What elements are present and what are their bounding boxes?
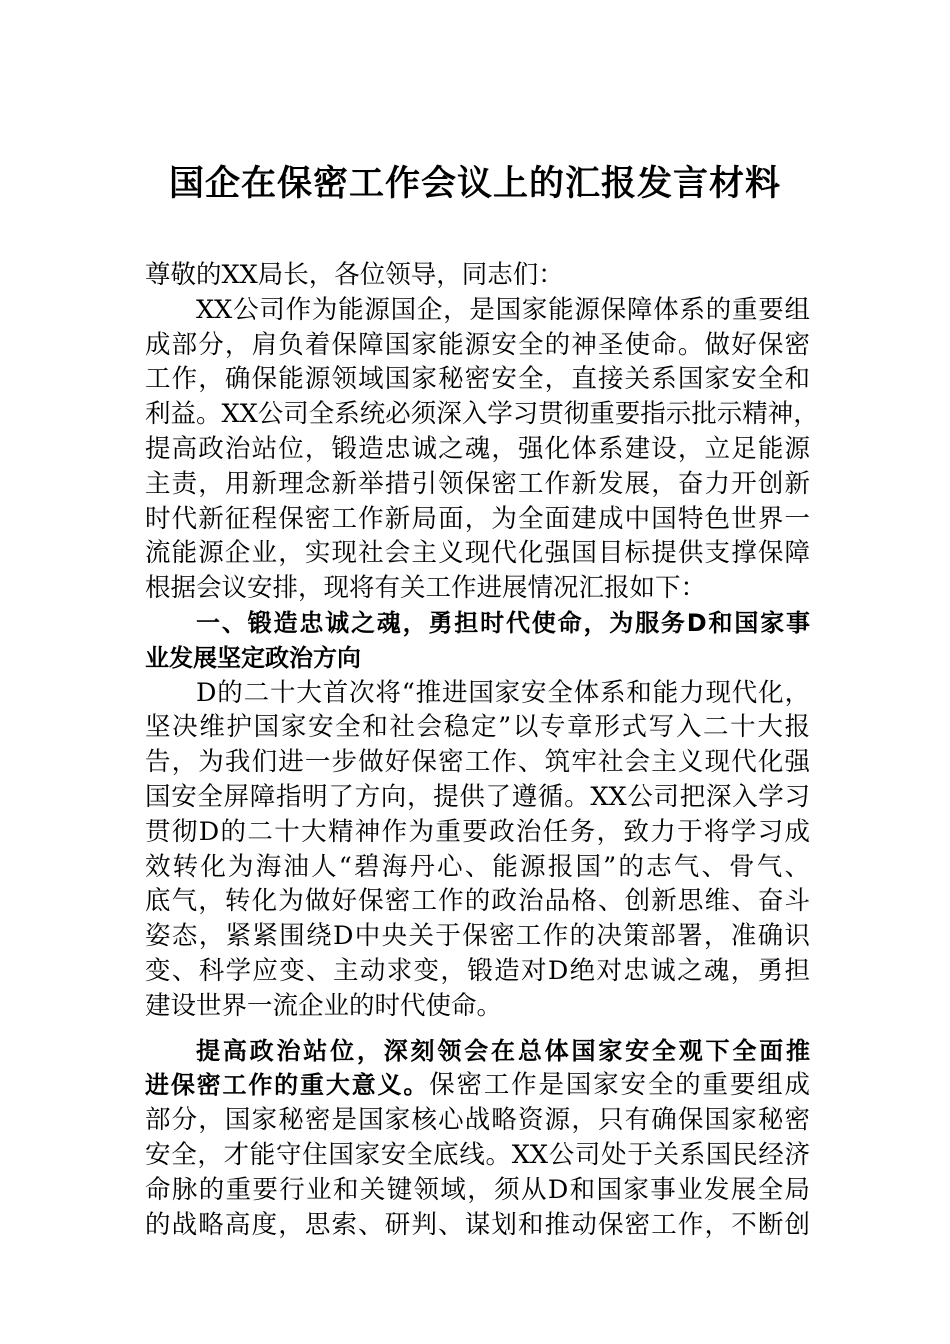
paragraph-line: 工作，确保能源领域国家秘密安全，直接关系国家安全和 — [145, 364, 810, 395]
paragraph-line: 提高政治站位，锻造忠诚之魂，强化体系建设，立足能源 — [145, 433, 810, 464]
document-body — [145, 258, 819, 1242]
paragraph-line: 贯彻D的二十大精神作为重要政治任务，致力于将学习成 — [145, 816, 810, 847]
paragraph-line: 流能源企业，实现社会主义现代化强国目标提供支撑保障 — [145, 538, 810, 569]
section-heading-line: 一、锻造忠诚之魂，勇担时代使命，为服务D和国家事 — [196, 608, 810, 637]
paragraph-line: 姿态，紧紧围绕D中央关于保密工作的决策部署，准确识 — [145, 921, 810, 952]
paragraph-line: 时代新征程保密工作新局面，为全面建成中国特色世界一 — [145, 503, 810, 534]
paragraph-line: 命脉的重要行业和关键领域，须从D和国家事业发展全局 — [145, 1174, 810, 1205]
salutation-line: 尊敬的XX局长，各位领导，同志们： — [145, 260, 564, 290]
paragraph-line: 建设世界一流企业的时代使命。 — [145, 990, 503, 1021]
paragraph-line: 成部分，肩负着保障国家能源安全的神圣使命。做好保密 — [145, 329, 810, 360]
paragraph-text: 保密工作是国家安全的重要组成 — [429, 1070, 810, 1101]
paragraph-line: 效转化为海油人“碧海丹心、能源报国”的志气、骨气、 — [145, 851, 810, 882]
paragraph-line: 利益。XX公司全系统必须深入学习贯彻重要指示批示精神， — [145, 399, 819, 430]
section-heading-line: 业发展坚定政治方向 — [145, 643, 361, 672]
paragraph-line: 根据会议安排，现将有关工作进展情况汇报如下： — [145, 573, 707, 604]
bold-lead-text: 进保密工作的重大意义。 — [145, 1071, 430, 1100]
paragraph-line: 国安全屏障指明了方向，提供了遵循。XX公司把深入学习 — [145, 781, 810, 812]
paragraph-line: 安全，才能守住国家安全底线。XX公司处于关系国民经济 — [145, 1139, 810, 1170]
paragraph-line: D的二十大首次将“推进国家安全体系和能力现代化， — [196, 677, 810, 708]
paragraph-line: 主责，用新理念新举措引领保密工作新发展，奋力开创新 — [145, 468, 810, 499]
paragraph-gap — [145, 1024, 810, 1034]
paragraph-line: 变、科学应变、主动求变，锻造对D绝对忠诚之魂，勇担 — [145, 955, 810, 986]
paragraph-line: 的战略高度，思索、研判、谋划和推动保密工作，不断创 — [145, 1209, 810, 1240]
document-title: 国企在保密工作会议上的汇报发言材料 — [168, 163, 781, 204]
bold-lead-line: 提高政治站位，深刻领会在总体国家安全观下全面推 — [196, 1036, 810, 1065]
mixed-line — [145, 1068, 810, 1103]
paragraph-line: XX公司作为能源国企，是国家能源保障体系的重要组 — [196, 294, 810, 325]
paragraph-line: 部分，国家秘密是国家核心战略资源，只有确保国家秘密 — [145, 1105, 810, 1136]
paragraph-line: 底气，转化为做好保密工作的政治品格、创新思维、奋斗 — [145, 886, 810, 917]
paragraph-line: 坚决维护国家安全和社会稳定”以专章形式写入二十大报 — [145, 712, 810, 743]
paragraph-line: 告，为我们进一步做好保密工作、筑牢社会主义现代化强 — [145, 747, 810, 778]
